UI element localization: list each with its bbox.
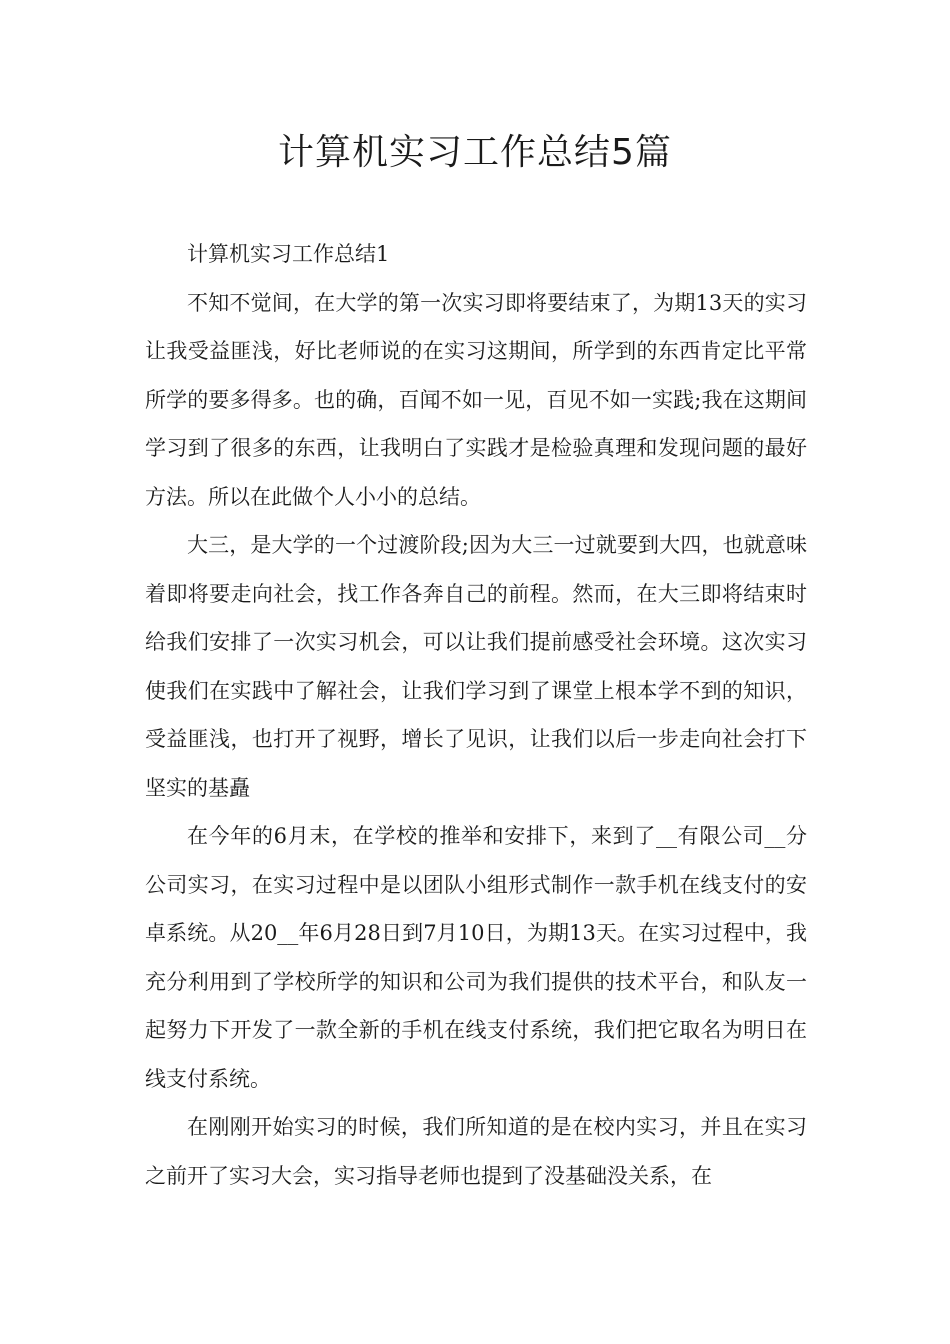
paragraph: 不知不觉间，在大学的第一次实习即将要结束了，为期13天的实习让我受益匪浅，好比老师说的在实习这期间，所学到的东西肯定比平常所学的要多得多。也的确，百闻不如一见，百见不如一实践;我在这期间学习到了很多的东西，让我明白了实践才是检验真理和发现问题的最好方法。所以在此做个人小小的总结。 xyxy=(145,290,807,509)
paragraph: 在刚刚开始实习的时候，我们所知道的是在校内实习，并且在实习之前开了实习大会，实习指导老师也提到了没基础没关系，在 xyxy=(145,1115,807,1188)
paragraph: 大三，是大学的一个过渡阶段;因为大三一过就要到大四，也就意味着即将要走向社会，找工作各奔自己的前程。然而，在大三即将结束时给我们安排了一次实习机会，可以让我们提前感受社会环境。这次实习使我们在实践中了解社会，让我们学习到了课堂上根本学不到的知识，受益匪浅，也打开了视野，增长了见识，让我们以后一步走向社会打下坚实的基矗 xyxy=(145,533,807,800)
paragraph: 在今年的6月末，在学校的推举和安排下，来到了__有限公司__分公司实习，在实习过程中是以团队小组形式制作一款手机在线支付的安卓系统。从20__年6月28日到7月10日，为期13天。在实习过程中，我充分利用到了学校所学的知识和公司为我们提供的技术平台，和队友一起努力下开发了一款全新的手机在线支付系统，我们把它取名为明日在线支付系统。 xyxy=(145,824,807,1091)
document-body xyxy=(145,230,807,1200)
section-heading: 计算机实习工作总结1 xyxy=(187,242,390,266)
document-title: 计算机实习工作总结5篇 xyxy=(278,132,672,173)
